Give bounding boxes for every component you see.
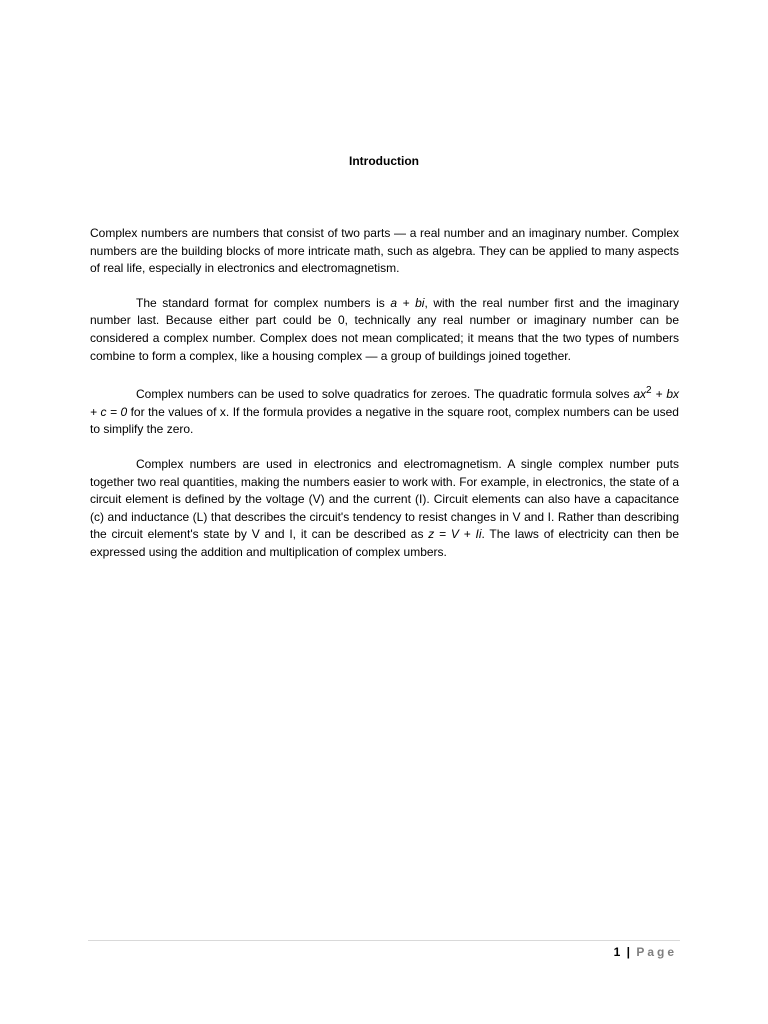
paragraph-4-text-b: . The laws of electricity can then be expressed using the addition and multiplication of complex umbers. bbox=[90, 527, 680, 559]
paragraph-4 bbox=[90, 456, 679, 562]
formula-circuit-state: z = V + Ii bbox=[428, 527, 482, 542]
formula-standard-form: a + bi bbox=[390, 295, 425, 310]
paragraph-1-text: Complex numbers are numbers that consist of two parts — a real number and an imaginary number. Complex numbers are the building blocks of more intricate math, such as algebra. They can be applied to many aspects of real life, especially in electronics and electromagnetism. bbox=[90, 226, 679, 276]
paragraph-4-text-a: Complex numbers are used in electronics and electromagnetism. A single complex number puts together two real quantities, making the numbers easier to work with. For example, in electronics, the state of a circuit element is defined by the voltage (V) and the current (I). Circuit elements can also have a capacitance (c) and inductance (L) that describes the circuit's tendency to resist changes in V and I. Rather than describing the circuit element's state by V and I, it can be described as bbox=[90, 456, 679, 542]
page-footer bbox=[614, 945, 677, 959]
paragraph-2 bbox=[90, 295, 679, 365]
paragraph-3-text-b: for the values of x. If the formula provides a negative in the square root, complex numbers can be used to simplify the zero. bbox=[90, 404, 679, 437]
formula-quadratic-b: + bx + c = 0 bbox=[90, 387, 679, 419]
paragraph-2-text-b: , with the real number first and the imaginary number last. Because either part could be 0, technically any real number or imaginary number can be considered a complex number. Complex does not mean complicated; it means that the two types of numbers combine to form a complex, like a housing complex — a group of buildings joined together. bbox=[90, 295, 679, 363]
page-separator: | bbox=[626, 945, 630, 959]
formula-quadratic-a: ax bbox=[633, 387, 647, 402]
paragraph-3-text-a: Complex numbers can be used to solve quadratics for zeroes. The quadratic formula solves bbox=[136, 387, 634, 402]
document-title: Introduction bbox=[349, 154, 419, 168]
formula-exponent: 2 bbox=[646, 385, 652, 397]
paragraph-2-text-a: The standard format for complex numbers is bbox=[136, 295, 391, 310]
paragraph-3 bbox=[90, 382, 679, 439]
page-label: Page bbox=[636, 945, 677, 959]
paragraph-1 bbox=[90, 225, 679, 278]
page-number: 1 bbox=[613, 945, 621, 959]
document-body bbox=[90, 225, 679, 579]
footer-divider bbox=[88, 940, 680, 941]
